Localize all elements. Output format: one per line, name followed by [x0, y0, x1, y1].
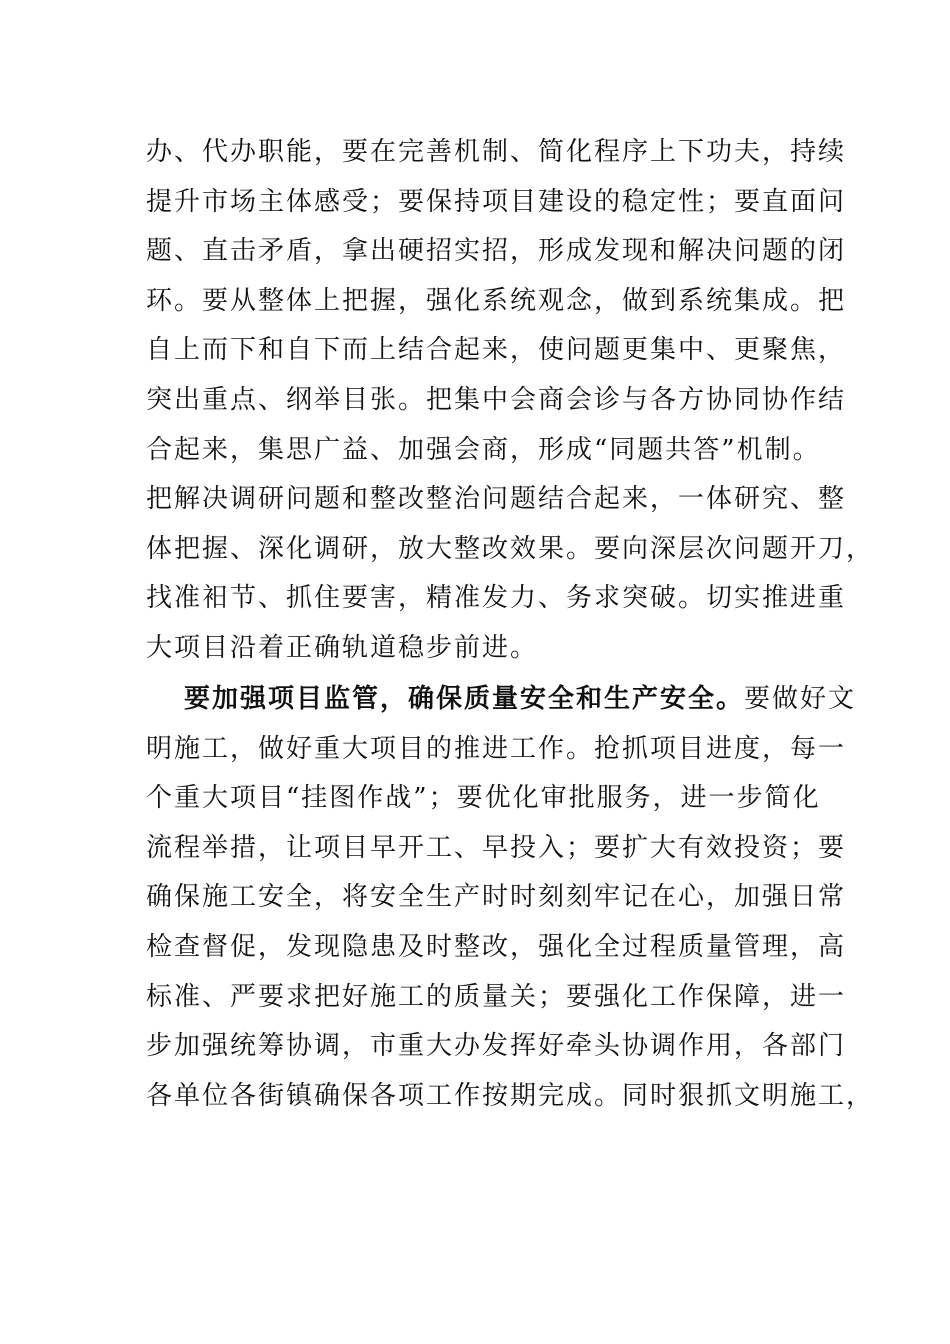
- text-line: 提升市场主体感受；要保持项目建设的稳定性；要直面问: [146, 186, 847, 217]
- paragraph-first-line: [146, 675, 857, 725]
- text-line: 个重大项目“挂图作战”；要优化审批服务，进一步简化: [146, 783, 821, 814]
- text-line: 检查督促，发现隐患及时整改，强化全过程质量管理，高: [146, 931, 847, 962]
- text-line: 步加强统筹协调，市重大办发挥好牵头协调作用，各部门: [146, 1031, 847, 1062]
- text-line: 自上而下和自下而上结合起来，使问题更集中、更聚焦，: [146, 335, 847, 366]
- text-line: 明施工，做好重大项目的推进工作。抢抓项目进度，每一: [146, 733, 847, 764]
- text-line: 把解决调研问题和整改整治问题结合起来，一体研究、整: [146, 484, 847, 515]
- paragraph-2: [146, 675, 875, 1121]
- text-line: 确保施工安全，将安全生产时时刻刻牢记在心，加强日常: [146, 882, 847, 913]
- paragraph-heading: 要加强项目监管，确保质量安全和生产安全。: [184, 684, 745, 714]
- text-line: 突出重点、纲举目张。把集中会商会诊与各方协同协作结: [146, 384, 847, 415]
- text-line: 大项目沿着正确轨道稳步前进。: [146, 632, 539, 663]
- text-line: 体把握、深化调研，放大整改效果。要向深层次问题开刀，: [146, 533, 875, 564]
- text-line: 找准衵节、抓住要害，精准发力、务求突破。切实推进重: [146, 583, 847, 614]
- paragraph-1: [146, 128, 875, 674]
- heading-continuation: 要做好文: [744, 684, 857, 714]
- text-line: 办、代办职能，要在完善机制、简化程序上下功夫，持续: [146, 137, 847, 167]
- text-line: 合起来，集思广益、加强会商，形成“同题共答”机制。: [146, 434, 821, 465]
- text-line: 环。要从整体上把握，强化系统观念，做到系统集成。把: [146, 285, 847, 316]
- text-line: 标准、严要求把好施工的质量关；要强化工作保障，进一: [146, 981, 847, 1012]
- text-line: 各单位各街镇确保各项工作按期完成。同时狠抓文明施工，: [146, 1080, 875, 1111]
- text-line: 题、直击矛盾，拿出硬招实招，形成发现和解决问题的闭: [146, 236, 847, 267]
- text-line: 流程举措，让项目早开工、早投入；要扩大有效投资；要: [146, 832, 847, 863]
